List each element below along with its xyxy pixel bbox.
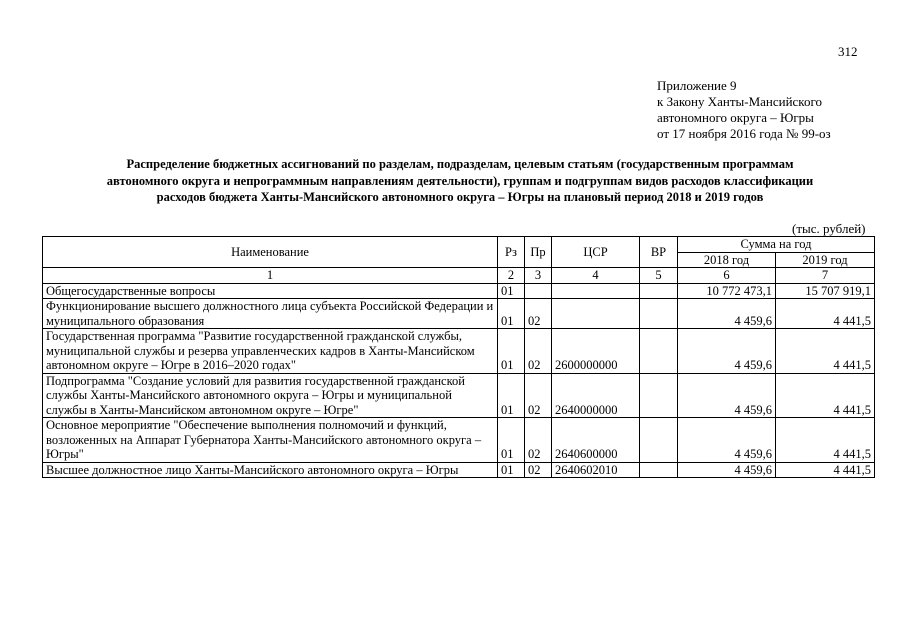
row-csr: 2640000000 <box>552 373 640 418</box>
column-number-row <box>43 268 875 284</box>
page-number: 312 <box>838 44 858 59</box>
table-row <box>43 418 875 463</box>
column-number: 3 <box>525 268 552 284</box>
column-number: 6 <box>678 268 776 284</box>
row-rz: 01 <box>498 418 525 463</box>
header-pr: Пр <box>525 237 552 268</box>
row-vr <box>640 418 678 463</box>
document-title <box>40 156 880 206</box>
row-csr <box>552 283 640 299</box>
row-pr: 02 <box>525 418 552 463</box>
row-vr <box>640 329 678 374</box>
row-sum-2018: 4 459,6 <box>678 329 776 374</box>
column-number: 7 <box>776 268 875 284</box>
column-number: 2 <box>498 268 525 284</box>
table-row <box>43 299 875 329</box>
header-csr: ЦСР <box>552 237 640 268</box>
row-name: Государственная программа "Развитие государственной гражданской службы, муниципальной службы и резерва управленческих кадров в Ханты-Мансийском автономном округе – Югре в 2016–2020 годах" <box>43 329 498 374</box>
row-csr: 2640600000 <box>552 418 640 463</box>
row-name: Подпрограмма "Создание условий для развития государственной гражданской службы Ханты-Мансийского автономного округа – Югры и муниципальной службы в Ханты-Мансийском автономном округе – Югре" <box>43 373 498 418</box>
row-sum-2018: 4 459,6 <box>678 299 776 329</box>
row-vr <box>640 462 678 478</box>
header-name: Наименование <box>43 237 498 268</box>
column-number: 1 <box>43 268 498 284</box>
header-2018: 2018 год <box>678 252 776 268</box>
title-line: расходов бюджета Ханты-Мансийского автономного округа – Югры на плановый период 2018 и 2019 годов <box>156 190 764 204</box>
row-sum-2019: 4 441,5 <box>776 299 875 329</box>
row-name: Высшее должностное лицо Ханты-Мансийского автономного округа – Югры <box>43 462 498 478</box>
row-sum-2019: 4 441,5 <box>776 462 875 478</box>
row-vr <box>640 373 678 418</box>
appendix-line: от 17 ноября 2016 года № 99-оз <box>657 126 831 141</box>
table-row <box>43 329 875 374</box>
row-rz: 01 <box>498 299 525 329</box>
row-name: Общегосударственные вопросы <box>43 283 498 299</box>
row-csr: 2640602010 <box>552 462 640 478</box>
appendix-line: Приложение 9 <box>657 78 737 93</box>
row-vr <box>640 299 678 329</box>
title-line: автономного округа и непрограммным направлениям деятельности), группам и подгруппам видов расходов классификации <box>106 173 814 188</box>
header-rz: Рз <box>498 237 525 268</box>
row-vr <box>640 283 678 299</box>
row-pr: 02 <box>525 329 552 374</box>
row-sum-2019: 15 707 919,1 <box>776 283 875 299</box>
header-sum: Сумма на год <box>678 237 875 253</box>
row-sum-2018: 4 459,6 <box>678 462 776 478</box>
row-name: Функционирование высшего должностного лица субъекта Российской Федерации и муниципального образования <box>43 299 498 329</box>
row-sum-2019: 4 441,5 <box>776 418 875 463</box>
row-pr: 02 <box>525 462 552 478</box>
table-row <box>43 283 875 299</box>
column-number: 5 <box>640 268 678 284</box>
row-sum-2019: 4 441,5 <box>776 373 875 418</box>
row-rz: 01 <box>498 329 525 374</box>
header-2019: 2019 год <box>776 252 875 268</box>
row-name: Основное мероприятие "Обеспечение выполнения полномочий и функций, возложенных на Аппарат Губернатора Ханты-Мансийского автономного округа – Югры" <box>43 418 498 463</box>
appendix-line: к Закону Ханты-Мансийского <box>657 94 822 109</box>
row-pr <box>525 283 552 299</box>
row-rz: 01 <box>498 462 525 478</box>
header-vr: ВР <box>640 237 678 268</box>
row-sum-2018: 4 459,6 <box>678 418 776 463</box>
title-line: Распределение бюджетных ассигнований по разделам, подразделам, целевым статьям (государственным программам <box>126 157 794 171</box>
appendix-line: автономного округа – Югры <box>657 110 814 125</box>
row-csr <box>552 299 640 329</box>
table-row <box>43 462 875 478</box>
row-sum-2018: 4 459,6 <box>678 373 776 418</box>
table-row <box>43 373 875 418</box>
row-pr: 02 <box>525 299 552 329</box>
row-sum-2019: 4 441,5 <box>776 329 875 374</box>
row-csr: 2600000000 <box>552 329 640 374</box>
row-pr: 02 <box>525 373 552 418</box>
row-sum-2018: 10 772 473,1 <box>678 283 776 299</box>
budget-table <box>42 236 875 478</box>
appendix-block <box>657 78 831 142</box>
row-rz: 01 <box>498 373 525 418</box>
column-number: 4 <box>552 268 640 284</box>
units-label: (тыс. рублей) <box>792 221 866 236</box>
row-rz: 01 <box>498 283 525 299</box>
